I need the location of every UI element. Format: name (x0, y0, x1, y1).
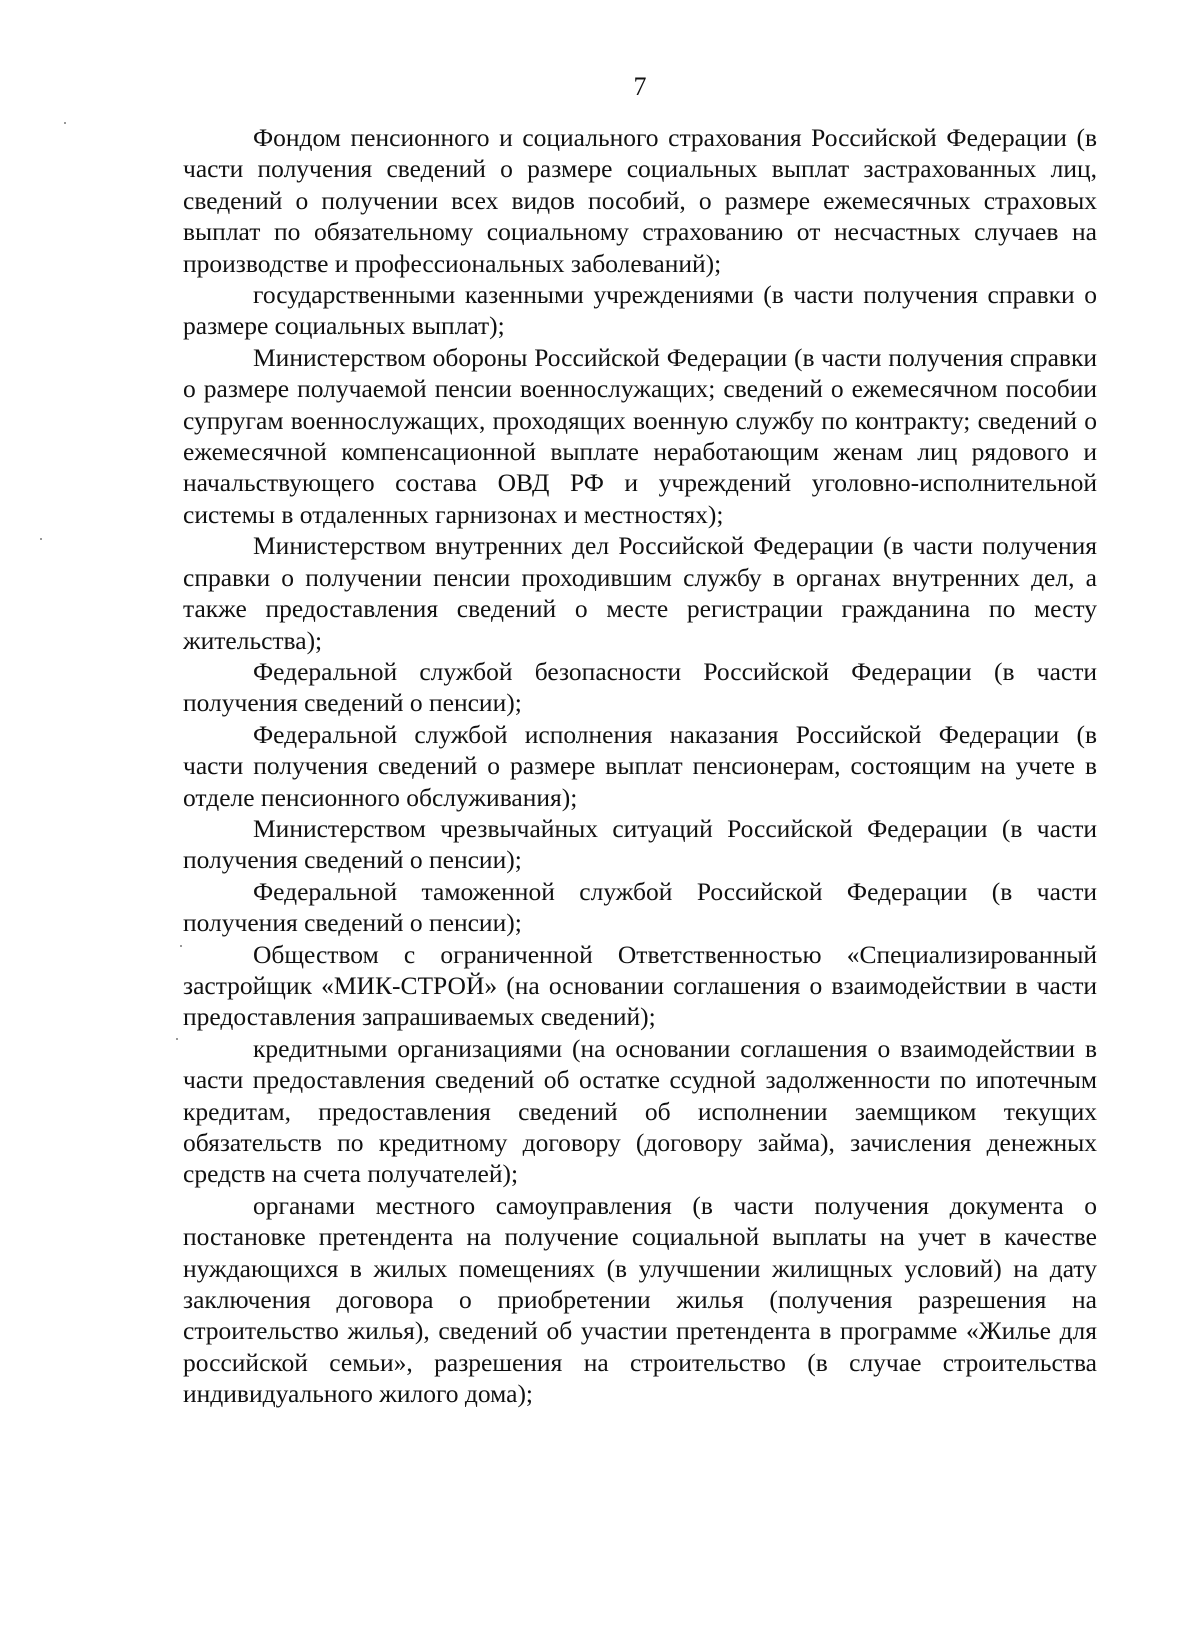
paragraph-ministry-internal-affairs: Министерством внутренних дел Российской Федерации (в части получения справки о получении пенсии проходившим службу в органах внутренних дел, а также предоставления сведений о месте регистрации гражданина по месту жительства); (183, 531, 1097, 655)
document-body (183, 122, 1097, 1410)
paragraph-credit-organizations: кредитными организациями (на основании соглашения о взаимодействии в части предоставления сведений об остатке ссудной задолженности по ипотечным кредитам, предоставления сведений об исполнении заемщиком текущих обязательств по кредитному договору (договору займа), зачисления денежных средств на счета получателей); (183, 1033, 1097, 1189)
paragraph-customs-service: Федеральной таможенной службой Российской Федерации (в части получения сведений о пенсии); (183, 876, 1097, 938)
paragraph-fsb: Федеральной службой безопасности Российской Федерации (в части получения сведений о пенсии); (183, 656, 1097, 718)
scan-speck (40, 538, 42, 540)
scan-speck (64, 122, 66, 124)
paragraph-state-institutions: государственными казенными учреждениями (в части получения справки о размере социальных выплат); (183, 280, 1097, 341)
scan-speck (180, 945, 182, 947)
paragraph-ministry-defense: Министерством обороны Российской Федерации (в части получения справки о размере получаемой пенсии военнослужащих; сведений о ежемесячном пособии супругам военнослужащих, проходящих военную службу по контракту; сведений о ежемесячной компенсационной выплате неработающим женам лиц рядового и начальствующего состава ОВД РФ и учреждений уголовно-исполнительной системы в отдаленных гарнизонах и местностях); (183, 342, 1097, 529)
paragraph-emergencies-ministry: Министерством чрезвычайных ситуаций Российской Федерации (в части получения сведений о пенсии); (183, 813, 1097, 875)
paragraph-mik-stroy: Обществом с ограниченной Ответственностью «Специализированный застройщик «МИК-СТРОЙ» (на основании соглашения о взаимодействии в части предоставления запрашиваемых сведений); (183, 939, 1097, 1032)
scan-speck (176, 1038, 178, 1040)
page-number: 7 (633, 72, 647, 101)
paragraph-pension-fund: Фондом пенсионного и социального страхования Российской Федерации (в части получения сведений о размере социальных выплат застрахованных лиц, сведений о получении всех видов пособий, о размере ежемесячных страховых выплат по обязательному социальному страхованию от несчастных случаев на производстве и профессиональных заболеваний); (183, 123, 1097, 278)
paragraph-penitentiary-service: Федеральной службой исполнения наказания Российской Федерации (в части получения сведений о размере выплат пенсионерам, состоящим на учете в отделе пенсионного обслуживания); (183, 719, 1097, 812)
paragraph-local-self-government: органами местного самоуправления (в части получения документа о постановке претендента на получение социальной выплаты на учет в качестве нуждающихся в жилых помещениях (в улучшении жилищных условий) на дату заключения договора о приобретении жилья (получения разрешения на строительство жилья), сведений об участии претендента в программе «Жилье для российской семьи», разрешения на строительство (в случае строительства индивидуального жилого дома); (183, 1190, 1097, 1409)
